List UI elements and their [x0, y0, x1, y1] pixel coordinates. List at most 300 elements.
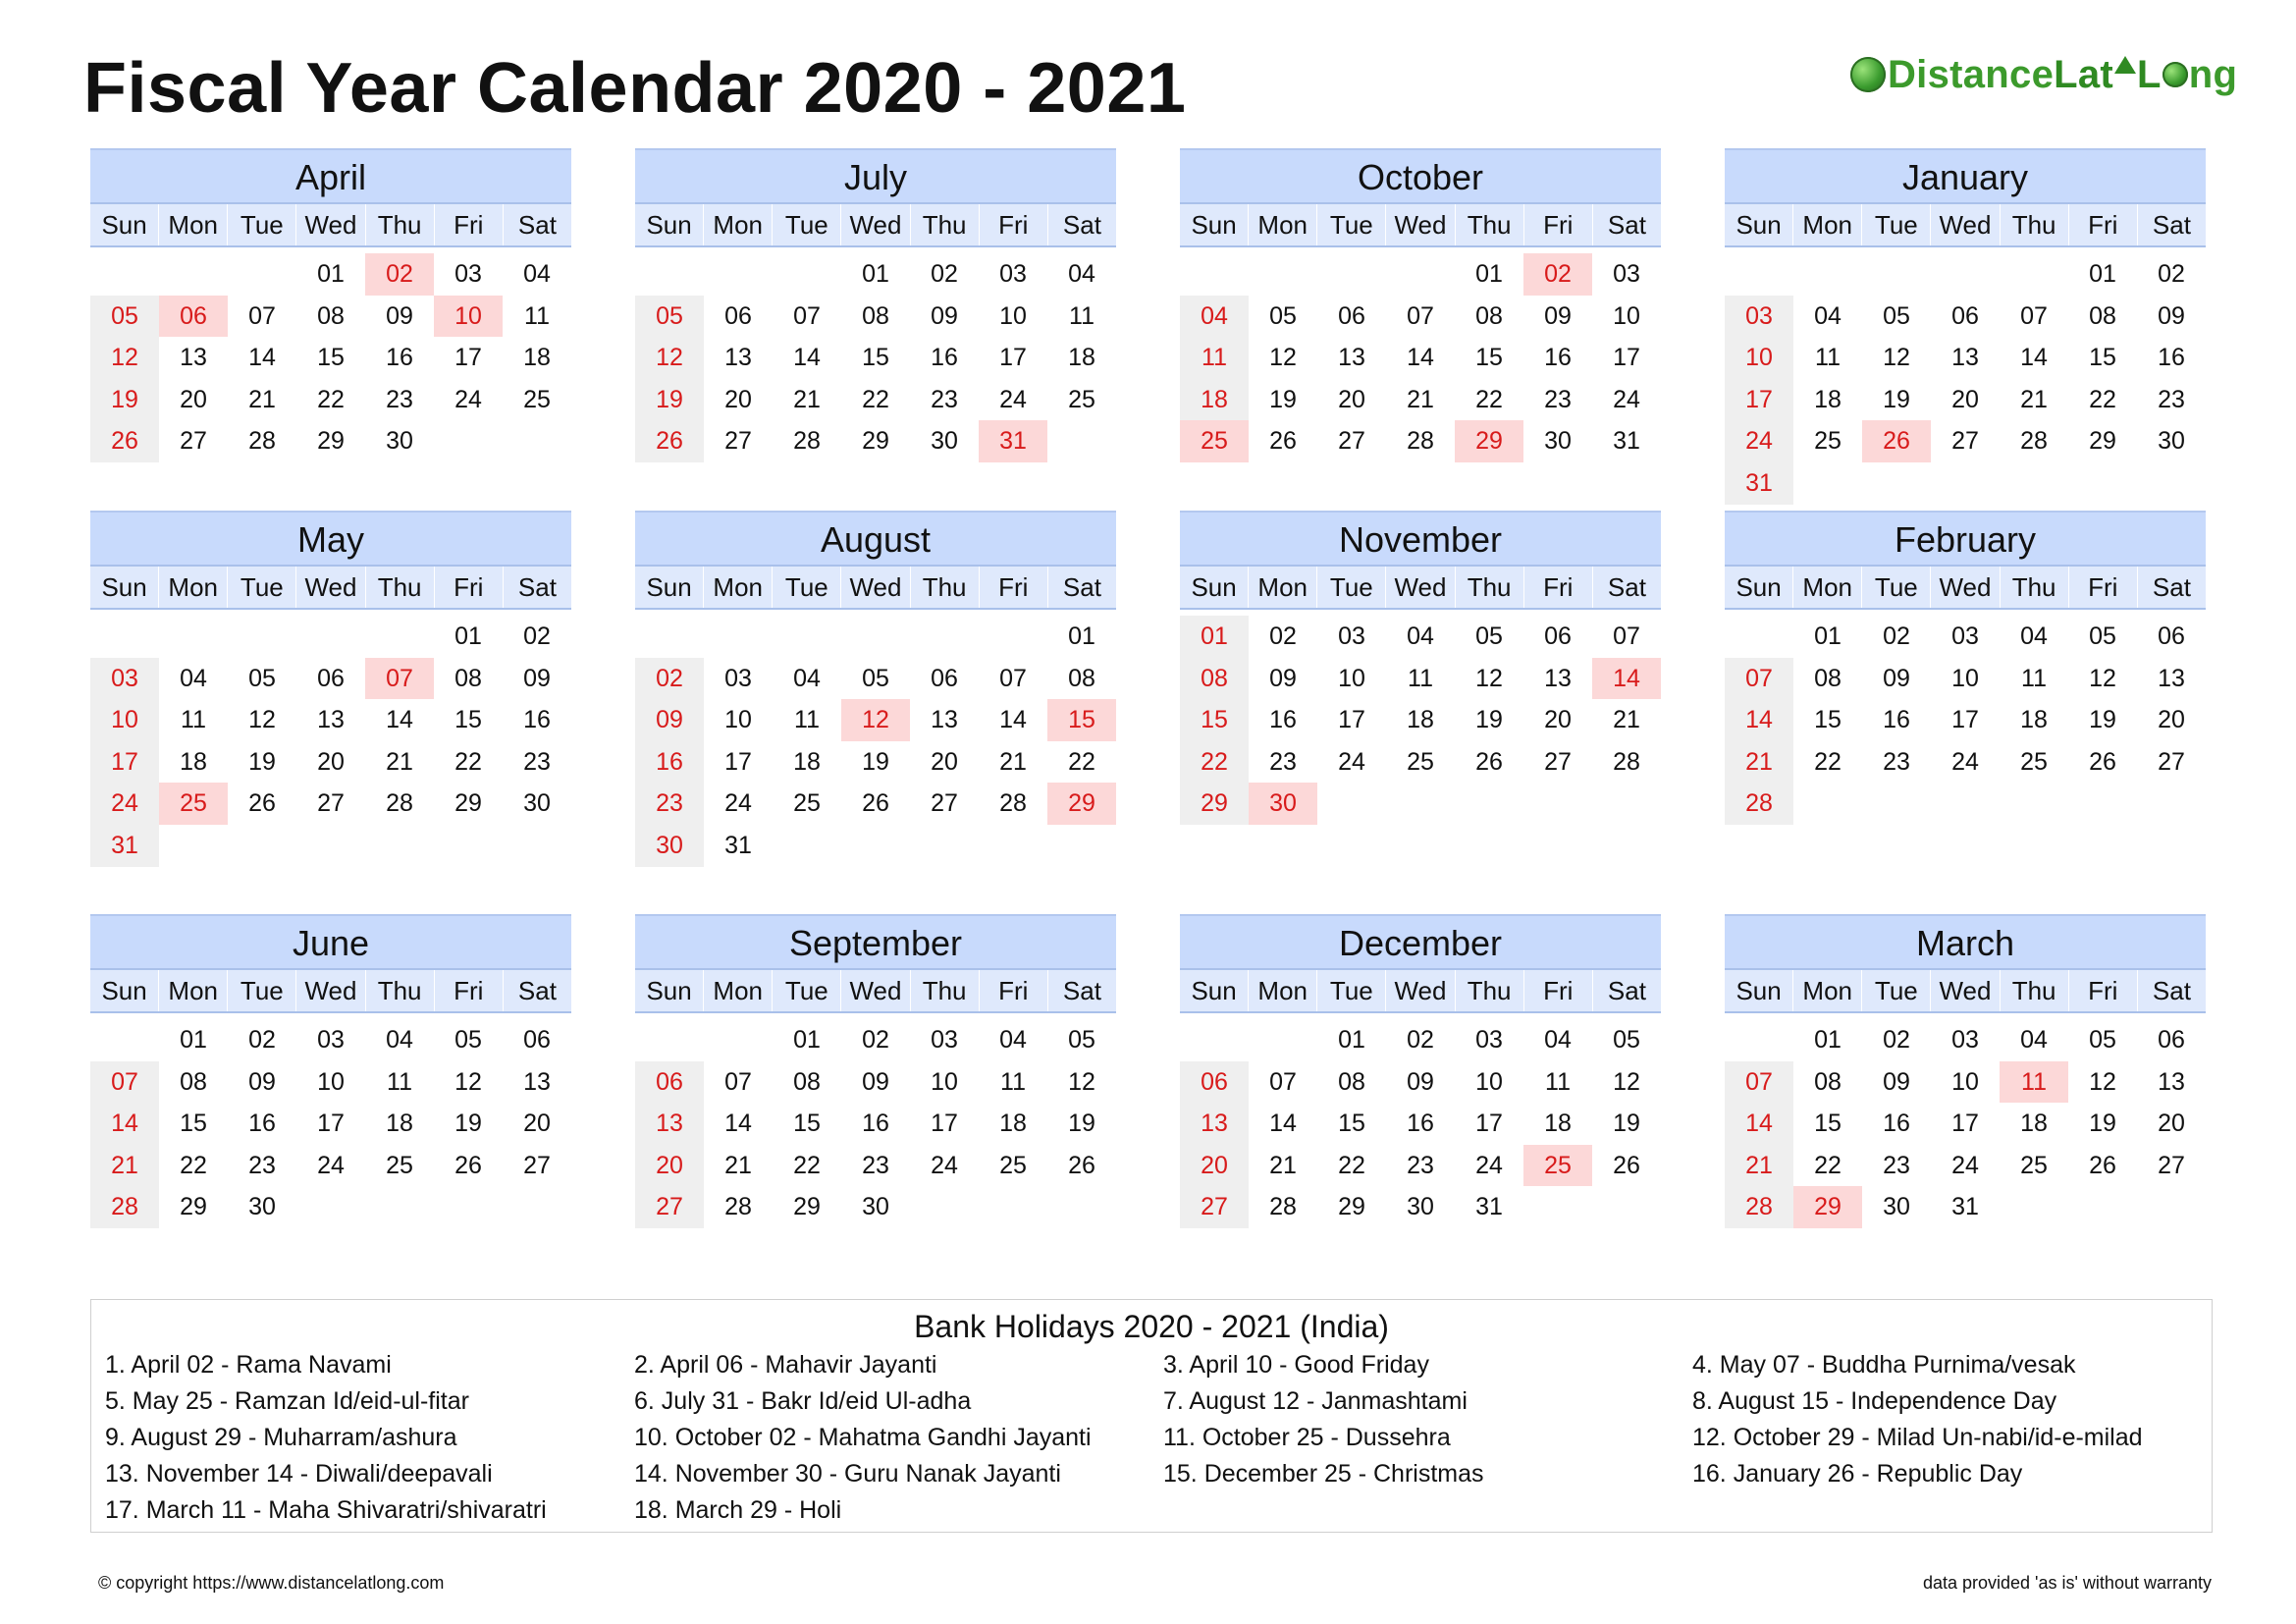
day-cell[interactable]: 19 [1068, 1110, 1095, 1138]
day-cell[interactable]: 22 [862, 385, 889, 413]
day-cell[interactable]: 14 [999, 706, 1027, 734]
day-cell[interactable]: 07 [1613, 623, 1640, 650]
day-cell[interactable]: 16 [248, 1110, 276, 1138]
holiday-day-cell[interactable]: 07 [365, 658, 434, 700]
day-cell[interactable]: 03 [931, 1026, 958, 1054]
day-cell[interactable]: 03 [454, 260, 482, 288]
day-cell[interactable]: 07 [248, 301, 276, 330]
day-cell[interactable]: 14 [2020, 344, 2048, 372]
day-cell[interactable]: 17 [1613, 344, 1640, 372]
day-cell[interactable]: 21 [248, 385, 276, 413]
day-cell[interactable]: 21 [724, 1151, 752, 1179]
day-cell[interactable]: 26 [862, 789, 889, 818]
day-cell[interactable]: 13 [1951, 344, 1979, 372]
day-cell[interactable]: 21 [793, 385, 821, 413]
day-cell[interactable]: 06 [724, 301, 752, 330]
holiday-day-cell[interactable]: 15 [1047, 699, 1116, 741]
day-cell[interactable]: 15 [1338, 1110, 1365, 1138]
day-cell[interactable]: 01 [180, 1026, 207, 1054]
holiday-day-cell[interactable]: 02 [1523, 253, 1592, 296]
day-cell[interactable]: 05 [248, 664, 276, 692]
day-cell[interactable]: 14 [248, 344, 276, 372]
day-cell[interactable]: 29 [2089, 427, 2116, 456]
day-cell[interactable]: 21 [1613, 706, 1640, 734]
day-cell[interactable]: 17 [1951, 706, 1979, 734]
day-cell[interactable]: 17 [931, 1110, 958, 1138]
day-cell[interactable]: 14 [1407, 344, 1434, 372]
day-cell[interactable]: 02 [248, 1026, 276, 1054]
day-cell[interactable]: 16 [1544, 344, 1572, 372]
day-cell[interactable]: 01 [793, 1026, 821, 1054]
day-cell[interactable]: 28 [1725, 783, 1793, 825]
day-cell[interactable]: 15 [793, 1110, 821, 1138]
day-cell[interactable]: 10 [724, 706, 752, 734]
day-cell[interactable]: 21 [999, 747, 1027, 776]
day-cell[interactable]: 22 [180, 1151, 207, 1179]
day-cell[interactable]: 28 [724, 1193, 752, 1221]
day-cell[interactable]: 24 [999, 385, 1027, 413]
day-cell[interactable]: 26 [1475, 747, 1503, 776]
day-cell[interactable]: 17 [1725, 379, 1793, 421]
day-cell[interactable]: 27 [724, 427, 752, 456]
day-cell[interactable]: 13 [180, 344, 207, 372]
day-cell[interactable]: 14 [386, 706, 413, 734]
day-cell[interactable]: 25 [1814, 427, 1842, 456]
day-cell[interactable]: 12 [454, 1067, 482, 1096]
day-cell[interactable]: 04 [1407, 623, 1434, 650]
day-cell[interactable]: 08 [317, 301, 345, 330]
day-cell[interactable]: 09 [1544, 301, 1572, 330]
day-cell[interactable]: 02 [1883, 623, 1910, 650]
day-cell[interactable]: 11 [794, 706, 820, 734]
day-cell[interactable]: 22 [793, 1151, 821, 1179]
day-cell[interactable]: 07 [90, 1061, 159, 1104]
day-cell[interactable]: 27 [931, 789, 958, 818]
day-cell[interactable]: 02 [635, 658, 704, 700]
day-cell[interactable]: 06 [523, 1026, 551, 1054]
day-cell[interactable]: 29 [317, 427, 345, 456]
day-cell[interactable]: 29 [1180, 783, 1249, 825]
day-cell[interactable]: 20 [1338, 385, 1365, 413]
day-cell[interactable]: 11 [524, 301, 550, 330]
day-cell[interactable]: 03 [1475, 1026, 1503, 1054]
holiday-day-cell[interactable]: 25 [1523, 1145, 1592, 1187]
day-cell[interactable]: 14 [90, 1103, 159, 1145]
day-cell[interactable]: 23 [1544, 385, 1572, 413]
day-cell[interactable]: 13 [1180, 1103, 1249, 1145]
day-cell[interactable]: 19 [90, 379, 159, 421]
day-cell[interactable]: 28 [999, 789, 1027, 818]
day-cell[interactable]: 11 [1408, 664, 1433, 692]
day-cell[interactable]: 25 [2020, 1151, 2048, 1179]
day-cell[interactable]: 15 [2089, 344, 2116, 372]
day-cell[interactable]: 23 [2158, 385, 2185, 413]
day-cell[interactable]: 12 [635, 337, 704, 379]
day-cell[interactable]: 12 [1068, 1067, 1095, 1096]
day-cell[interactable]: 05 [454, 1026, 482, 1054]
day-cell[interactable]: 26 [454, 1151, 482, 1179]
day-cell[interactable]: 02 [2158, 260, 2185, 288]
day-cell[interactable]: 25 [386, 1151, 413, 1179]
day-cell[interactable]: 08 [454, 664, 482, 692]
day-cell[interactable]: 30 [1407, 1193, 1434, 1221]
day-cell[interactable]: 06 [1338, 301, 1365, 330]
day-cell[interactable]: 17 [317, 1110, 345, 1138]
day-cell[interactable]: 20 [1951, 385, 1979, 413]
day-cell[interactable]: 01 [317, 260, 345, 288]
holiday-day-cell[interactable]: 11 [2000, 1061, 2068, 1104]
day-cell[interactable]: 17 [1475, 1110, 1503, 1138]
day-cell[interactable]: 21 [2020, 385, 2048, 413]
day-cell[interactable]: 28 [248, 427, 276, 456]
day-cell[interactable]: 12 [2089, 1067, 2116, 1096]
day-cell[interactable]: 04 [1544, 1026, 1572, 1054]
day-cell[interactable]: 26 [1269, 427, 1297, 456]
day-cell[interactable]: 26 [2089, 747, 2116, 776]
day-cell[interactable]: 24 [1725, 420, 1793, 462]
day-cell[interactable]: 18 [1814, 385, 1842, 413]
day-cell[interactable]: 02 [1269, 623, 1297, 650]
day-cell[interactable]: 09 [523, 664, 551, 692]
day-cell[interactable]: 22 [1068, 747, 1095, 776]
day-cell[interactable]: 05 [635, 296, 704, 338]
day-cell[interactable]: 03 [1951, 623, 1979, 650]
day-cell[interactable]: 04 [1814, 301, 1842, 330]
day-cell[interactable]: 02 [523, 623, 551, 650]
day-cell[interactable]: 29 [862, 427, 889, 456]
day-cell[interactable]: 24 [317, 1151, 345, 1179]
day-cell[interactable]: 01 [862, 260, 889, 288]
day-cell[interactable]: 17 [724, 747, 752, 776]
day-cell[interactable]: 23 [248, 1151, 276, 1179]
day-cell[interactable]: 22 [1814, 747, 1842, 776]
day-cell[interactable]: 30 [386, 427, 413, 456]
site-logo[interactable] [1850, 45, 2237, 104]
day-cell[interactable]: 22 [454, 747, 482, 776]
day-cell[interactable]: 05 [1613, 1026, 1640, 1054]
day-cell[interactable]: 20 [931, 747, 958, 776]
day-cell[interactable]: 22 [1338, 1151, 1365, 1179]
day-cell[interactable]: 12 [2089, 664, 2116, 692]
day-cell[interactable]: 27 [1180, 1186, 1249, 1228]
day-cell[interactable]: 01 [1814, 1026, 1842, 1054]
day-cell[interactable]: 21 [1407, 385, 1434, 413]
day-cell[interactable]: 02 [862, 1026, 889, 1054]
day-cell[interactable]: 08 [862, 301, 889, 330]
day-cell[interactable]: 28 [2020, 427, 2048, 456]
day-cell[interactable]: 23 [523, 747, 551, 776]
day-cell[interactable]: 11 [2021, 664, 2047, 692]
day-cell[interactable]: 27 [180, 427, 207, 456]
day-cell[interactable]: 12 [1475, 664, 1503, 692]
day-cell[interactable]: 20 [523, 1110, 551, 1138]
day-cell[interactable]: 09 [862, 1067, 889, 1096]
day-cell[interactable]: 30 [1544, 427, 1572, 456]
day-cell[interactable]: 24 [1475, 1151, 1503, 1179]
day-cell[interactable]: 24 [931, 1151, 958, 1179]
day-cell[interactable]: 04 [2020, 623, 2048, 650]
day-cell[interactable]: 15 [1180, 699, 1249, 741]
day-cell[interactable]: 09 [248, 1067, 276, 1096]
day-cell[interactable]: 05 [2089, 623, 2116, 650]
day-cell[interactable]: 03 [1613, 260, 1640, 288]
day-cell[interactable]: 22 [1475, 385, 1503, 413]
day-cell[interactable]: 14 [1725, 699, 1793, 741]
day-cell[interactable]: 26 [635, 420, 704, 462]
day-cell[interactable]: 27 [2158, 747, 2185, 776]
day-cell[interactable]: 23 [862, 1151, 889, 1179]
day-cell[interactable]: 04 [1180, 296, 1249, 338]
day-cell[interactable]: 30 [862, 1193, 889, 1221]
day-cell[interactable]: 13 [635, 1103, 704, 1145]
day-cell[interactable]: 26 [2089, 1151, 2116, 1179]
day-cell[interactable]: 20 [1544, 706, 1572, 734]
day-cell[interactable]: 27 [635, 1186, 704, 1228]
day-cell[interactable]: 25 [1068, 385, 1095, 413]
day-cell[interactable]: 10 [90, 699, 159, 741]
day-cell[interactable]: 02 [931, 260, 958, 288]
day-cell[interactable]: 30 [931, 427, 958, 456]
day-cell[interactable]: 21 [386, 747, 413, 776]
day-cell[interactable]: 20 [2158, 1110, 2185, 1138]
day-cell[interactable]: 14 [793, 344, 821, 372]
holiday-day-cell[interactable]: 14 [1592, 658, 1661, 700]
day-cell[interactable]: 08 [1814, 664, 1842, 692]
day-cell[interactable]: 13 [931, 706, 958, 734]
day-cell[interactable]: 31 [90, 825, 159, 867]
day-cell[interactable]: 22 [1814, 1151, 1842, 1179]
day-cell[interactable]: 23 [1883, 747, 1910, 776]
day-cell[interactable]: 01 [2089, 260, 2116, 288]
day-cell[interactable]: 11 [1069, 301, 1095, 330]
day-cell[interactable]: 09 [2158, 301, 2185, 330]
day-cell[interactable]: 23 [635, 783, 704, 825]
day-cell[interactable]: 10 [999, 301, 1027, 330]
day-cell[interactable]: 06 [1544, 623, 1572, 650]
day-cell[interactable]: 08 [180, 1067, 207, 1096]
day-cell[interactable]: 01 [454, 623, 482, 650]
day-cell[interactable]: 05 [862, 664, 889, 692]
day-cell[interactable]: 21 [90, 1145, 159, 1187]
day-cell[interactable]: 10 [1725, 337, 1793, 379]
holiday-day-cell[interactable]: 25 [1180, 420, 1249, 462]
day-cell[interactable]: 18 [1544, 1110, 1572, 1138]
day-cell[interactable]: 18 [180, 747, 207, 776]
day-cell[interactable]: 18 [523, 344, 551, 372]
day-cell[interactable]: 28 [1613, 747, 1640, 776]
day-cell[interactable]: 10 [931, 1067, 958, 1096]
day-cell[interactable]: 12 [1613, 1067, 1640, 1096]
day-cell[interactable]: 05 [1475, 623, 1503, 650]
day-cell[interactable]: 08 [793, 1067, 821, 1096]
day-cell[interactable]: 09 [386, 301, 413, 330]
day-cell[interactable]: 18 [2020, 706, 2048, 734]
day-cell[interactable]: 25 [1407, 747, 1434, 776]
day-cell[interactable]: 19 [862, 747, 889, 776]
day-cell[interactable]: 08 [1814, 1067, 1842, 1096]
day-cell[interactable]: 24 [454, 385, 482, 413]
day-cell[interactable]: 13 [1338, 344, 1365, 372]
day-cell[interactable]: 17 [1338, 706, 1365, 734]
day-cell[interactable]: 04 [523, 260, 551, 288]
day-cell[interactable]: 04 [180, 664, 207, 692]
day-cell[interactable]: 20 [317, 747, 345, 776]
day-cell[interactable]: 18 [1068, 344, 1095, 372]
day-cell[interactable]: 29 [1338, 1193, 1365, 1221]
day-cell[interactable]: 01 [1068, 623, 1095, 650]
day-cell[interactable]: 15 [1475, 344, 1503, 372]
day-cell[interactable]: 03 [1338, 623, 1365, 650]
day-cell[interactable]: 04 [2020, 1026, 2048, 1054]
day-cell[interactable]: 19 [2089, 1110, 2116, 1138]
day-cell[interactable]: 18 [1180, 379, 1249, 421]
day-cell[interactable]: 27 [1338, 427, 1365, 456]
day-cell[interactable]: 15 [180, 1110, 207, 1138]
day-cell[interactable]: 12 [90, 337, 159, 379]
day-cell[interactable]: 16 [1883, 706, 1910, 734]
day-cell[interactable]: 21 [1725, 1145, 1793, 1187]
day-cell[interactable]: 08 [1475, 301, 1503, 330]
day-cell[interactable]: 07 [1725, 1061, 1793, 1104]
day-cell[interactable]: 05 [1883, 301, 1910, 330]
day-cell[interactable]: 12 [1269, 344, 1297, 372]
day-cell[interactable]: 22 [2089, 385, 2116, 413]
day-cell[interactable]: 10 [1951, 664, 1979, 692]
holiday-day-cell[interactable]: 29 [1455, 420, 1523, 462]
day-cell[interactable]: 06 [635, 1061, 704, 1104]
day-cell[interactable]: 28 [1407, 427, 1434, 456]
day-cell[interactable]: 19 [2089, 706, 2116, 734]
day-cell[interactable]: 27 [2158, 1151, 2185, 1179]
day-cell[interactable]: 13 [2158, 1067, 2185, 1096]
day-cell[interactable]: 11 [181, 706, 206, 734]
day-cell[interactable]: 04 [1068, 260, 1095, 288]
holiday-day-cell[interactable]: 31 [979, 420, 1047, 462]
day-cell[interactable]: 18 [386, 1110, 413, 1138]
day-cell[interactable]: 19 [1269, 385, 1297, 413]
day-cell[interactable]: 16 [523, 706, 551, 734]
day-cell[interactable]: 20 [1180, 1145, 1249, 1187]
day-cell[interactable]: 21 [1725, 741, 1793, 784]
day-cell[interactable]: 30 [635, 825, 704, 867]
day-cell[interactable]: 16 [1883, 1110, 1910, 1138]
day-cell[interactable]: 30 [1883, 1193, 1910, 1221]
day-cell[interactable]: 26 [90, 420, 159, 462]
day-cell[interactable]: 11 [1000, 1067, 1026, 1096]
day-cell[interactable]: 09 [1269, 664, 1297, 692]
day-cell[interactable]: 02 [1883, 1026, 1910, 1054]
holiday-day-cell[interactable]: 25 [159, 783, 228, 825]
day-cell[interactable]: 15 [454, 706, 482, 734]
day-cell[interactable]: 16 [931, 344, 958, 372]
day-cell[interactable]: 16 [1269, 706, 1297, 734]
day-cell[interactable]: 26 [1613, 1151, 1640, 1179]
day-cell[interactable]: 10 [1613, 301, 1640, 330]
day-cell[interactable]: 09 [1407, 1067, 1434, 1096]
day-cell[interactable]: 13 [724, 344, 752, 372]
day-cell[interactable]: 08 [1068, 664, 1095, 692]
day-cell[interactable]: 25 [999, 1151, 1027, 1179]
day-cell[interactable]: 12 [248, 706, 276, 734]
day-cell[interactable]: 11 [1180, 337, 1249, 379]
day-cell[interactable]: 04 [386, 1026, 413, 1054]
day-cell[interactable]: 28 [1269, 1193, 1297, 1221]
day-cell[interactable]: 09 [931, 301, 958, 330]
holiday-day-cell[interactable]: 26 [1862, 420, 1931, 462]
day-cell[interactable]: 07 [2020, 301, 2048, 330]
day-cell[interactable]: 28 [793, 427, 821, 456]
day-cell[interactable]: 15 [1814, 706, 1842, 734]
day-cell[interactable]: 29 [793, 1193, 821, 1221]
day-cell[interactable]: 22 [317, 385, 345, 413]
day-cell[interactable]: 09 [1883, 664, 1910, 692]
day-cell[interactable]: 03 [90, 658, 159, 700]
day-cell[interactable]: 19 [1883, 385, 1910, 413]
day-cell[interactable]: 03 [317, 1026, 345, 1054]
holiday-day-cell[interactable]: 29 [1047, 783, 1116, 825]
day-cell[interactable]: 16 [635, 741, 704, 784]
day-cell[interactable]: 27 [317, 789, 345, 818]
day-cell[interactable]: 29 [454, 789, 482, 818]
day-cell[interactable]: 24 [1951, 1151, 1979, 1179]
day-cell[interactable]: 31 [1951, 1193, 1979, 1221]
day-cell[interactable]: 13 [2158, 664, 2185, 692]
day-cell[interactable]: 23 [1269, 747, 1297, 776]
day-cell[interactable]: 03 [724, 664, 752, 692]
day-cell[interactable]: 09 [1883, 1067, 1910, 1096]
day-cell[interactable]: 13 [523, 1067, 551, 1096]
day-cell[interactable]: 10 [1475, 1067, 1503, 1096]
day-cell[interactable]: 07 [1407, 301, 1434, 330]
day-cell[interactable]: 21 [1269, 1151, 1297, 1179]
day-cell[interactable]: 22 [1180, 741, 1249, 784]
day-cell[interactable]: 15 [1814, 1110, 1842, 1138]
day-cell[interactable]: 13 [317, 706, 345, 734]
day-cell[interactable]: 23 [1407, 1151, 1434, 1179]
day-cell[interactable]: 24 [1338, 747, 1365, 776]
day-cell[interactable]: 08 [1338, 1067, 1365, 1096]
day-cell[interactable]: 27 [1951, 427, 1979, 456]
day-cell[interactable]: 07 [999, 664, 1027, 692]
day-cell[interactable]: 01 [1338, 1026, 1365, 1054]
day-cell[interactable]: 19 [1475, 706, 1503, 734]
day-cell[interactable]: 17 [90, 741, 159, 784]
day-cell[interactable]: 07 [1269, 1067, 1297, 1096]
day-cell[interactable]: 17 [1951, 1110, 1979, 1138]
holiday-day-cell[interactable]: 12 [841, 699, 910, 741]
day-cell[interactable]: 26 [1068, 1151, 1095, 1179]
day-cell[interactable]: 03 [1951, 1026, 1979, 1054]
day-cell[interactable]: 17 [999, 344, 1027, 372]
day-cell[interactable]: 16 [862, 1110, 889, 1138]
day-cell[interactable]: 11 [1815, 344, 1841, 372]
day-cell[interactable]: 10 [317, 1067, 345, 1096]
day-cell[interactable]: 20 [180, 385, 207, 413]
day-cell[interactable]: 25 [2020, 747, 2048, 776]
day-cell[interactable]: 15 [317, 344, 345, 372]
day-cell[interactable]: 30 [2158, 427, 2185, 456]
holiday-day-cell[interactable]: 29 [1793, 1186, 1862, 1228]
day-cell[interactable]: 01 [1180, 616, 1249, 658]
day-cell[interactable]: 20 [635, 1145, 704, 1187]
day-cell[interactable]: 01 [1475, 260, 1503, 288]
day-cell[interactable]: 02 [1407, 1026, 1434, 1054]
day-cell[interactable]: 10 [1338, 664, 1365, 692]
day-cell[interactable]: 05 [1269, 301, 1297, 330]
day-cell[interactable]: 24 [1613, 385, 1640, 413]
day-cell[interactable]: 17 [454, 344, 482, 372]
day-cell[interactable]: 24 [1951, 747, 1979, 776]
